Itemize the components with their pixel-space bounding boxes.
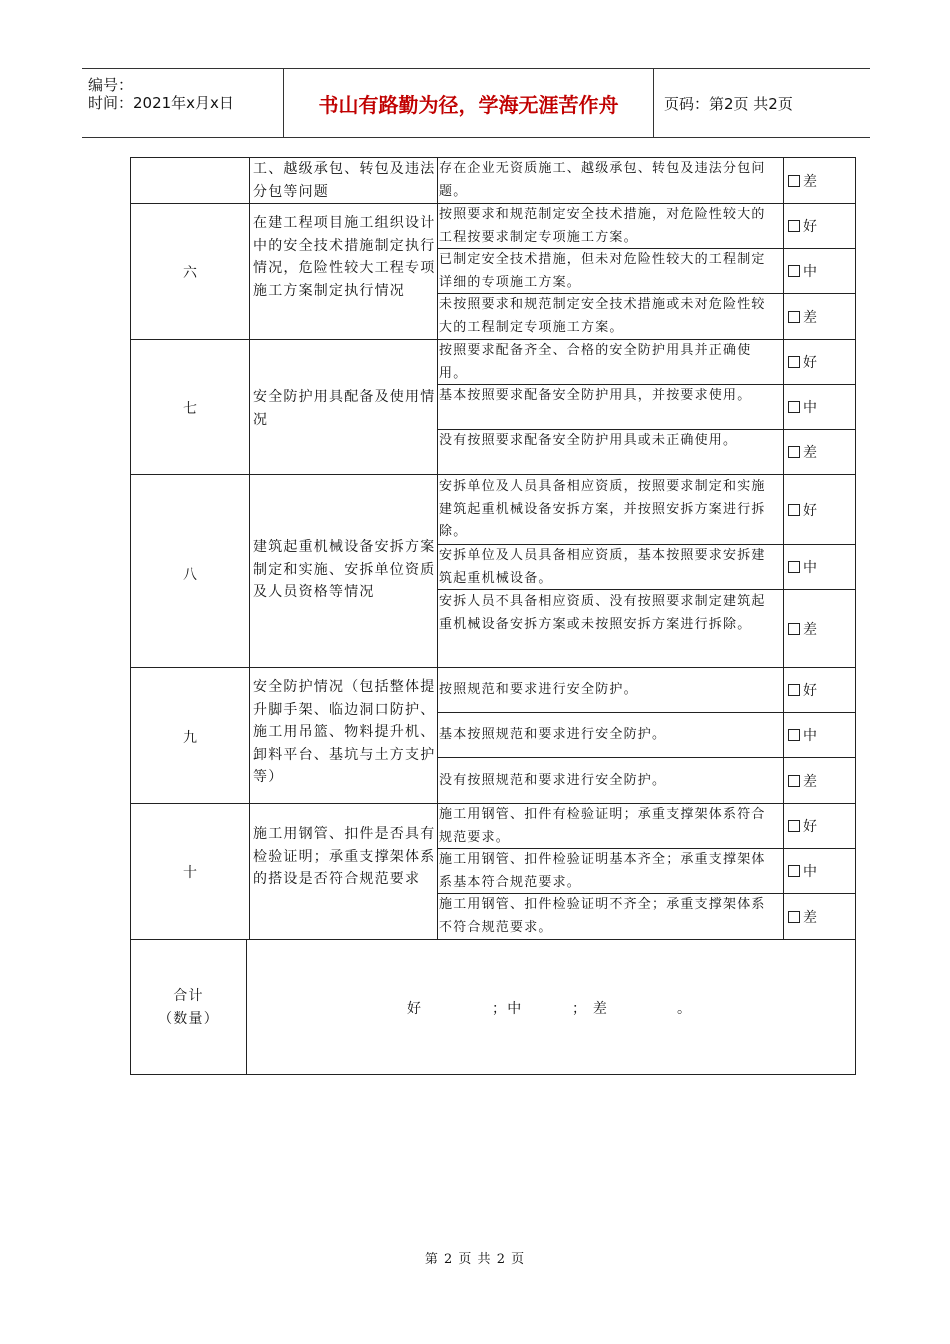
total-end-mark: 。 — [677, 1001, 693, 1017]
checkbox-icon — [788, 356, 800, 368]
grade-checkbox[interactable] — [788, 385, 817, 429]
grade-label: 中 — [803, 864, 817, 880]
standard-text: 按照要求配备齐全、合格的安全防护用具并正确使用。 — [439, 343, 752, 381]
grade-label: 差 — [803, 173, 817, 190]
row-number: 九 — [183, 730, 197, 746]
row-number: 六 — [183, 265, 197, 281]
checkbox-icon — [788, 623, 800, 635]
grade-checkbox[interactable] — [788, 158, 817, 203]
grade-checkbox[interactable] — [788, 590, 817, 667]
checkbox-icon — [788, 865, 800, 877]
grade-label: 好 — [803, 502, 817, 519]
checkbox-icon — [788, 220, 800, 232]
time-label: 时间：2021年x月x日 — [88, 94, 234, 112]
page-header — [82, 68, 870, 138]
grade-checkbox[interactable] — [788, 894, 817, 939]
row-divider — [131, 474, 855, 475]
grade-label: 好 — [803, 219, 817, 235]
standard-text: 安拆人员不具备相应资质、没有按照要求制定建筑起重机械设备安拆方案或未按照安拆方案进行拆除。 — [439, 594, 766, 632]
standard-text: 已制定安全技术措施，但未对危险性较大的工程制定详细的专项施工方案。 — [439, 252, 766, 290]
row-divider — [131, 667, 855, 668]
standard-text: 没有按照要求配备安全防护用具或未正确使用。 — [439, 433, 738, 448]
grade-label: 差 — [803, 309, 817, 326]
standard-text: 基本按照规范和要求进行安全防护。 — [439, 727, 667, 742]
total-label-line: （数量） — [158, 1010, 219, 1027]
col-divider — [783, 158, 784, 939]
col-divider — [437, 158, 438, 939]
row-number: 八 — [183, 567, 197, 583]
page-number-label: 页码：第2页 共2页 — [664, 94, 793, 113]
checkbox-icon — [788, 729, 800, 741]
item-text: 安全防护用具配备及使用情况 — [253, 389, 436, 428]
total-label-line: 合计 — [173, 988, 204, 1004]
grade-checkbox[interactable] — [788, 849, 817, 893]
grade-label: 好 — [803, 819, 817, 835]
checkbox-icon — [788, 265, 800, 277]
checkbox-icon — [788, 775, 800, 787]
checkbox-icon — [788, 175, 800, 187]
total-counts — [247, 998, 855, 1020]
grade-checkbox[interactable] — [788, 713, 817, 757]
standard-text: 未按照要求和规范制定安全技术措施或未对危险性较大的工程制定专项施工方案。 — [439, 297, 766, 335]
total-label — [131, 985, 246, 1030]
col-divider — [249, 158, 250, 939]
grade-checkbox[interactable] — [788, 340, 817, 384]
row-number: 七 — [183, 401, 197, 417]
inspection-table — [130, 157, 856, 1075]
grade-checkbox[interactable] — [788, 249, 817, 293]
grade-label: 差 — [803, 909, 817, 926]
page-footer: 第 2 页 共 2 页 — [424, 1252, 526, 1267]
grade-checkbox[interactable] — [788, 758, 817, 803]
standard-text: 施工用钢管、扣件检验证明基本齐全；承重支撑架体系基本符合规范要求。 — [439, 852, 766, 890]
item-text: 安全防护情况（包括整体提升脚手架、临边洞口防护、施工用吊篮、物料提升机、卸料平台、基坑与土方支护等） — [253, 679, 436, 785]
grade-checkbox[interactable] — [788, 545, 817, 589]
bad-count-label: ； 差 — [572, 1001, 609, 1017]
standard-text: 安拆单位及人员具备相应资质，按照要求制定和实施建筑起重机械设备安拆方案，并按照安拆方案进行拆除。 — [439, 479, 766, 539]
checkbox-icon — [788, 504, 800, 516]
standard-text: 存在企业无资质施工、越级承包、转包及违法分包问题。 — [439, 161, 766, 199]
standard-text: 安拆单位及人员具备相应资质，基本按照要求安拆建筑起重机械设备。 — [439, 548, 766, 586]
item-text: 工、越级承包、转包及违法分包等问题 — [253, 161, 436, 200]
grade-label: 中 — [803, 728, 817, 744]
checkbox-icon — [788, 446, 800, 458]
good-count-label: 好 — [407, 1001, 423, 1017]
grade-checkbox[interactable] — [788, 430, 817, 474]
checkbox-icon — [788, 820, 800, 832]
grade-checkbox[interactable] — [788, 804, 817, 848]
grade-label: 好 — [803, 355, 817, 371]
checkbox-icon — [788, 401, 800, 413]
standard-text: 施工用钢管、扣件有检验证明；承重支撑架体系符合规范要求。 — [439, 807, 766, 845]
standard-text: 没有按照规范和要求进行安全防护。 — [439, 773, 667, 788]
grade-checkbox[interactable] — [788, 668, 817, 712]
checkbox-icon — [788, 911, 800, 923]
grade-checkbox[interactable] — [788, 294, 817, 339]
grade-checkbox[interactable] — [788, 204, 817, 248]
number-label: 编号： — [88, 76, 134, 94]
mid-count-label: ；中 — [492, 1001, 523, 1017]
header-motto: 书山有路勤为径，学海无涯苦作舟 — [318, 92, 619, 117]
grade-label: 差 — [803, 621, 817, 638]
standard-text: 基本按照要求配备安全防护用具，并按要求使用。 — [439, 388, 752, 403]
grade-label: 差 — [803, 773, 817, 790]
grade-label: 中 — [803, 264, 817, 280]
checkbox-icon — [788, 311, 800, 323]
grade-label: 中 — [803, 560, 817, 576]
item-text: 施工用钢管、扣件是否具有检验证明；承重支撑架体系的搭设是否符合规范要求 — [253, 826, 436, 887]
row-divider — [131, 939, 855, 940]
checkbox-icon — [788, 561, 800, 573]
grade-checkbox[interactable] — [788, 475, 817, 544]
grade-label: 差 — [803, 445, 817, 461]
grade-label: 好 — [803, 683, 817, 699]
item-text: 建筑起重机械设备安拆方案制定和实施、安拆单位资质及人员资格等情况 — [253, 539, 436, 600]
checkbox-icon — [788, 684, 800, 696]
grade-label: 中 — [803, 400, 817, 416]
standard-text: 按照要求和规范制定安全技术措施，对危险性较大的工程按要求制定专项施工方案。 — [439, 207, 766, 245]
header-divider — [653, 69, 654, 137]
header-meta — [82, 69, 283, 137]
standard-text: 按照规范和要求进行安全防护。 — [439, 682, 638, 697]
standard-text: 施工用钢管、扣件检验证明不齐全；承重支撑架体系不符合规范要求。 — [439, 897, 766, 935]
item-text: 在建工程项目施工组织设计中的安全技术措施制定执行情况，危险性较大工程专项施工方案制定执行情况 — [253, 215, 436, 299]
row-number: 十 — [183, 865, 197, 881]
